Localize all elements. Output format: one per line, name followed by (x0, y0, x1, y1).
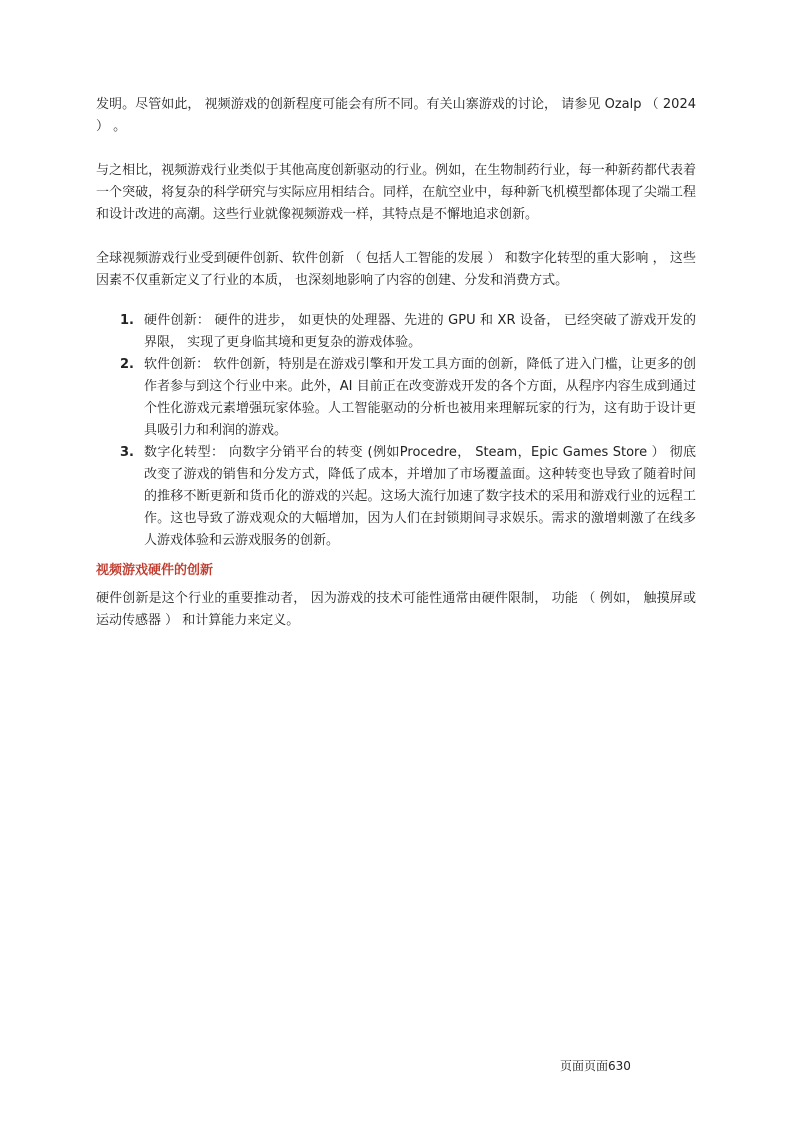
list-item (96, 442, 696, 552)
list-item (96, 354, 696, 442)
paragraph-intro: 发明。尽管如此， 视频游戏的创新程度可能会有所不同。有关山寨游戏的讨论， 请参见 Ozalp （ 2024 ） 。 (96, 97, 696, 134)
paragraph-industry-impact: 全球视频游戏行业受到硬件创新、软件创新 （ 包括人工智能的发展 ） 和数字化转型的重大影响 ， 这些因素不仅重新定义了行业的本质， 也深刻地影响了内容的创建、分发和消费方式。 (96, 251, 696, 288)
innovation-list (96, 310, 696, 552)
section-heading: 视频游戏硬件的创新 (96, 563, 214, 578)
page-body (96, 94, 696, 632)
list-item-number: 3. (120, 445, 134, 460)
list-item-text: 软件创新： 软件创新，特别是在游戏引擎和开发工具方面的创新，降低了进入门槛，让更多的创作者参与到这个行业中来。此外，AI 目前正在改变游戏开发的各个方面，从程序内容生成到通过个性化游戏元素增强玩家体验。人工智能驱动的分析也被用来理解玩家的行为，这有助于设计更具吸引力和利润的游戏。 (144, 357, 696, 438)
list-item-text: 硬件创新： 硬件的进步， 如更快的处理器、先进的 GPU 和 XR 设备， 已经突破了游戏开发的界限， 实现了更身临其境和更复杂的游戏体验。 (144, 313, 696, 350)
list-item-number: 2. (120, 357, 134, 372)
list-item-number: 1. (120, 313, 134, 328)
paragraph-comparison: 与之相比，视频游戏行业类似于其他高度创新驱动的行业。例如，在生物制药行业，每一种新药都代表着一个突破，将复杂的科学研究与实际应用相结合。同样，在航空业中，每种新飞机模型都体现了尖端工程和设计改进的高潮。这些行业就像视频游戏一样，其特点是不懈地追求创新。 (96, 163, 696, 222)
list-item (96, 310, 696, 354)
list-item-text: 数字化转型： 向数字分销平台的转变 (例如Procedre， Steam，Epic Games Store ） 彻底改变了游戏的销售和分发方式，降低了成本，并增加了市场覆盖面。这种转变也导致了随着时间的推移不断更新和货币化的游戏的兴起。这场大流行加速了数字技术的采用和游戏行业的远程工作。这也导致了游戏观众的大幅增加，因为人们在封锁期间寻求娱乐。需求的激增刺激了在线多人游戏体验和云游戏服务的创新。 (144, 445, 696, 548)
section-paragraph: 硬件创新是这个行业的重要推动者， 因为游戏的技术可能性通常由硬件限制， 功能 （ 例如， 触摸屏或运动传感器 ） 和计算能力来定义。 (96, 591, 696, 628)
page-footer: 页面页面630 (560, 1059, 631, 1073)
